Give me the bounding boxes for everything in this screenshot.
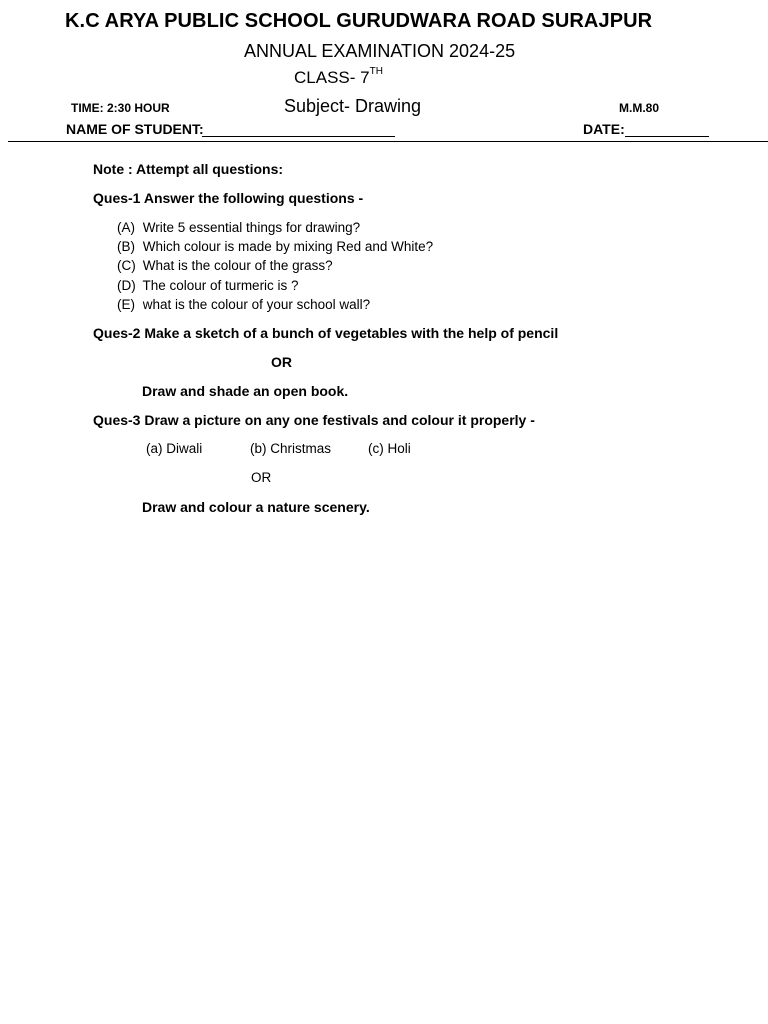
item-text: Which colour is made by mixing Red and White? [142, 239, 434, 254]
instruction-note: Note : Attempt all questions: [93, 161, 284, 177]
question-3-title: Ques-3 Draw a picture on any one festivals and colour it properly - [93, 412, 535, 428]
question-1-item [117, 239, 433, 254]
student-name-blank[interactable] [202, 121, 395, 137]
school-name: K.C ARYA PUBLIC SCHOOL GURUDWARA ROAD SURAJPUR [65, 10, 653, 32]
exam-title: ANNUAL EXAMINATION 2024-25 [244, 41, 516, 61]
max-marks: M.M.80 [619, 101, 660, 115]
question-1-item [117, 258, 333, 273]
item-label: (D) [117, 278, 136, 293]
item-text: what is the colour of your school wall? [142, 297, 371, 312]
item-text: Write 5 essential things for drawing? [142, 220, 361, 235]
question-1-item [117, 297, 370, 312]
item-label: (E) [117, 297, 135, 312]
item-text: What is the colour of the grass? [142, 258, 333, 273]
festival-option: (a) Diwali [146, 441, 203, 456]
question-2-alternative: Draw and shade an open book. [142, 383, 349, 399]
question-1-title: Ques-1 Answer the following questions - [93, 190, 364, 206]
question-1-item [117, 278, 299, 293]
class-superscript: TH [369, 66, 383, 78]
student-name-label: NAME OF STUDENT: [66, 121, 204, 137]
festival-option: (c) Holi [368, 441, 411, 456]
item-label: (B) [117, 239, 135, 254]
item-text: The colour of turmeric is ? [142, 278, 299, 293]
question-3-or: OR [251, 470, 272, 485]
subject-label: Subject- Drawing [284, 96, 422, 116]
header-divider [8, 141, 768, 142]
date-label: DATE: [583, 121, 625, 137]
item-label: (A) [117, 220, 135, 235]
class-label [294, 68, 383, 88]
question-2-title: Ques-2 Make a sketch of a bunch of vegetables with the help of pencil [93, 325, 559, 341]
question-1-item [117, 220, 360, 235]
class-text: CLASS- 7 [294, 68, 370, 87]
question-2-or: OR [271, 354, 292, 370]
time-label: TIME: 2:30 HOUR [71, 101, 170, 115]
item-label: (C) [117, 258, 136, 273]
question-3-alternative: Draw and colour a nature scenery. [142, 499, 370, 515]
date-blank[interactable] [625, 121, 709, 137]
festival-option: (b) Christmas [250, 441, 332, 456]
